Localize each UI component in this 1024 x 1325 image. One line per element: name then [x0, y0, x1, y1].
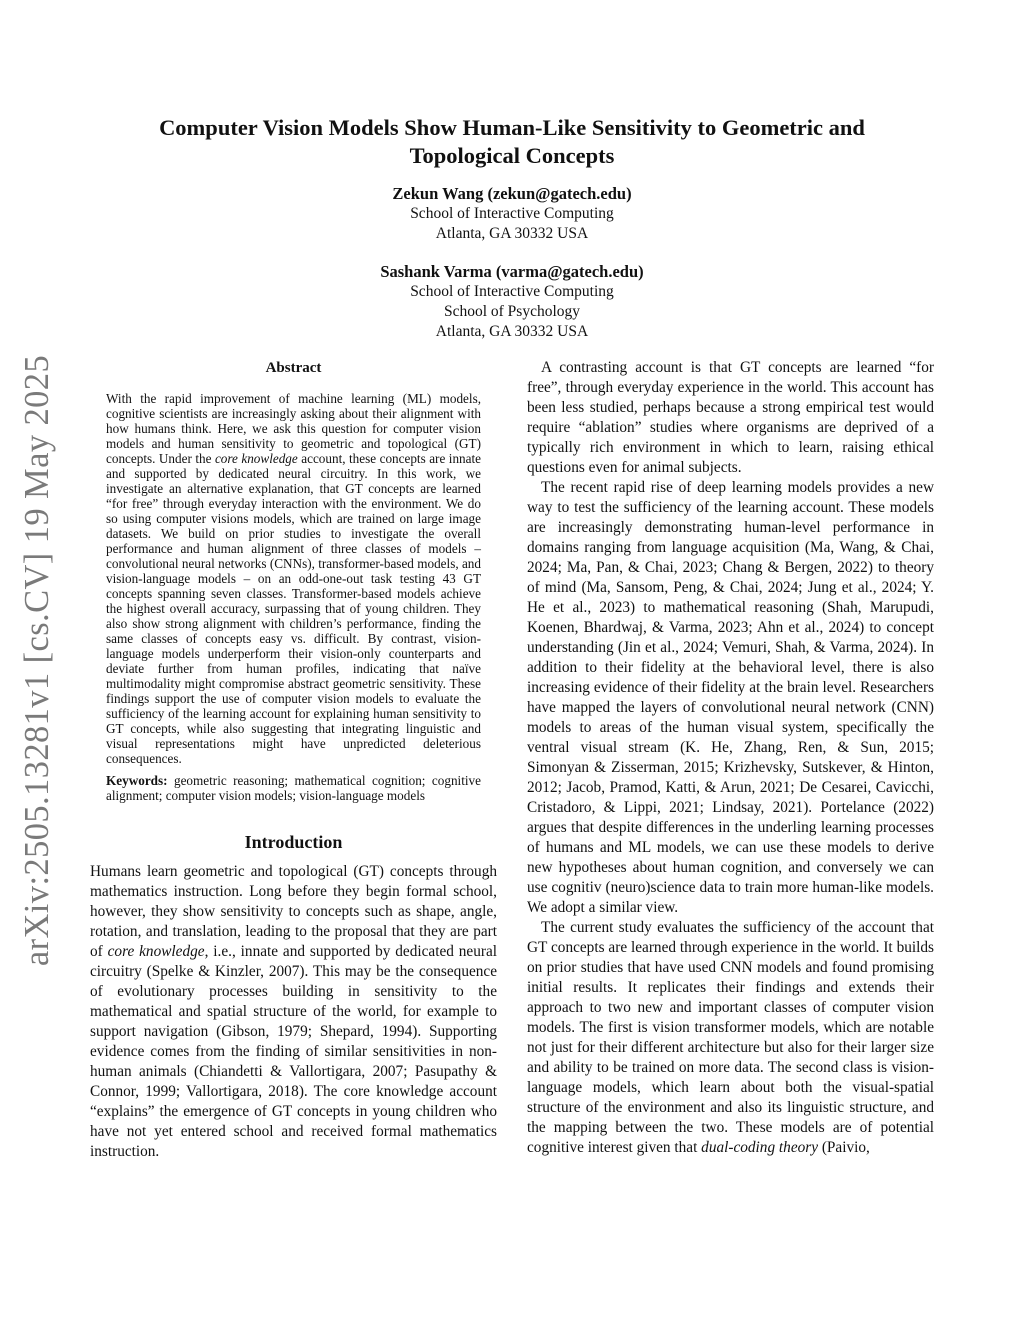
paragraph-emphasis: dual-coding theory	[701, 1139, 818, 1156]
introduction-paragraph-1	[90, 862, 497, 1162]
left-column	[90, 358, 497, 1162]
abstract-text-segment: With the rapid improvement of machine learning (ML) models, cognitive scientists are increasingly asking about their alignment with how humans think. Here, we ask this question for computer vision models and human sensitivity to geometric and topological (GT) concepts. Under the	[106, 391, 481, 466]
abstract-text-emphasis: core knowledge	[214, 451, 298, 466]
introduction-paragraph-4	[527, 918, 934, 1158]
author-name: Sashank Varma (varma@gatech.edu)	[380, 262, 644, 281]
keywords-label: Keywords:	[106, 773, 168, 788]
paper-title: Computer Vision Models Show Human-Like Sensitivity to Geometric and Topological Concepts	[159, 115, 865, 168]
abstract-text-segment: account, these concepts are innate and supported by dedicated neural circuitry. In this work, we investigate an alternative explanation, that GT concepts are learned “for free” through everyday interaction with the environment. We do so using computer visions models, which are trained on large image datasets. We build on prior studies to investigate the overall performance and human alignment of three classes of models – convolutional neural networks (CNNs), transformer-based models, and vision-language models – on an odd-one-out task testing 43 GT concepts spanning seven classes. Transformer-based models achieve the highest overall accuracy, surpassing that of young children. They also show strong alignment with children’s performance, finding the same classes of concepts easy vs. difficult. By contrast, vision-language models underperform their vision-only counterparts and deviate further from human profiles, indicating that naïve multimodality might compromise abstract geometric sensitivity. These findings support the use of computer vision models to evaluate the sufficiency of the learning account for explaining human sensitivity to GT concepts, while also suggesting that integrating linguistic and visual representations might have unpredicted deleterious consequences.	[106, 451, 481, 766]
introduction-paragraph-2: A contrasting account is that GT concepts are learned “for free”, through everyday experience in the world. This account has been less studied, perhaps because a strong empirical test would require “ablation” studies where organisms are deprived of a typically rich environment in which to learn, raising ethical questions even for animal subjects.	[527, 359, 934, 476]
right-column	[527, 358, 934, 1158]
paragraph-emphasis: core knowledge	[107, 943, 205, 960]
author-block-2	[262, 262, 762, 342]
introduction-paragraph-3: The recent rapid rise of deep learning models provides a new way to test the sufficiency of the learning account. These models are increasingly demonstrating human-level performance in domains ranging from language acquisition (Ma, Wang, & Chai, 2024; Ma, Pan, & Chai, 2023; Chang & Bergen, 2022) to theory of mind (Ma, Sansom, Peng, & Chai, 2024; Jung et al., 2024; Y. He et al., 2023) to mathematical reasoning (Shah, Marupudi, Koenen, Bhardwaj, & Varma, 2023; Ahn et al., 2024) to concept understanding (Jin et al., 2024; Vemuri, Shah, & Varma, 2024). In addition to their fidelity at the behavioral level, there is also increasing evidence of their fidelity at the brain level. Researchers have mapped the layers of convolutional neural network (CNN) models to areas of the human visual system, specifically the ventral visual stream (K. He, Zhang, Ren, & Sun, 2015; Simonyan & Zisserman, 2015; Krizhevsky, Sutskever, & Hinton, 2012; Jacob, Pramod, Katti, & Arun, 2021; De Cesarei, Cavicchi, Cristadoro, & Lippi, 2021; Lindsay, 2021). Portelance (2022) argues that despite differences in the underling learning processes of humans and ML models, we can use these models to derive new hypotheses about human cognition, and conversely we can use cognitiv (neuro)science data to train more human-like models. We adopt a similar view.	[527, 479, 934, 916]
paragraph-segment: , i.e., innate and supported by dedicated neural circuitry (Spelke & Kinzler, 2007). This may be the consequence of evolutionary processes building in sensitivity to the mathematical and spatial structure of the world, for example to support navigation (Gibson, 1979; Shepard, 1994). Supporting evidence comes from the finding of similar sensitivities in non-human animals (Chiandetti & Vallortigara, 2007; Pasupathy & Connor, 1999; Vallortigara, 2018). The core knowledge account “explains” the emergence of GT concepts in young children who have not yet entered school and received formal mathematics instruction.	[90, 943, 497, 1160]
arxiv-identifier-stamp	[4, 354, 72, 966]
abstract-text	[106, 391, 481, 766]
author-name: Zekun Wang (zekun@gatech.edu)	[392, 184, 632, 203]
author-affiliation-line: Atlanta, GA 30332 USA	[435, 225, 589, 242]
introduction-heading: Introduction	[244, 832, 343, 852]
abstract-heading: Abstract	[265, 360, 322, 376]
author-affiliation-line: Atlanta, GA 30332 USA	[435, 323, 589, 340]
paragraph-segment: Humans learn geometric and topological (GT) concepts through mathematics instruction. Long before they begin formal school, however, they show sensitivity to concepts such as shape, angle, rotation, and translation, leading to the proposal that they are part of	[90, 863, 497, 960]
author-affiliation-line: School of Interactive Computing	[410, 283, 614, 300]
paragraph-segment: (Paivio,	[818, 1139, 870, 1156]
author-affiliation-line: School of Psychology	[443, 303, 581, 320]
author-block-1	[262, 184, 762, 244]
keywords-line	[106, 773, 481, 803]
keywords-text: geometric reasoning; mathematical cognition; cognitive alignment; computer vision models; vision-language models	[106, 773, 481, 803]
arxiv-identifier-text: arXiv:2505.13281v1 [cs.CV] 19 May 2025	[18, 354, 57, 966]
abstract-section	[90, 360, 497, 803]
author-affiliation-line: School of Interactive Computing	[410, 205, 614, 222]
paragraph-segment: The current study evaluates the sufficiency of the account that GT concepts are learned through experience in the world. It builds on prior studies that have used CNN models and found promising initial results. It replicates their findings and extends their approach to two new and important classes of computer vision models. The first is vision transformer models, which are notable not just for their different architecture but also for their larger size and ability to be trained on more data. The second class is vision-language models, which learn about both the visual-spatial structure of the environment and also its linguistic structure, and the mapping between the two. These models are of potential cognitive interest given that	[527, 919, 934, 1156]
